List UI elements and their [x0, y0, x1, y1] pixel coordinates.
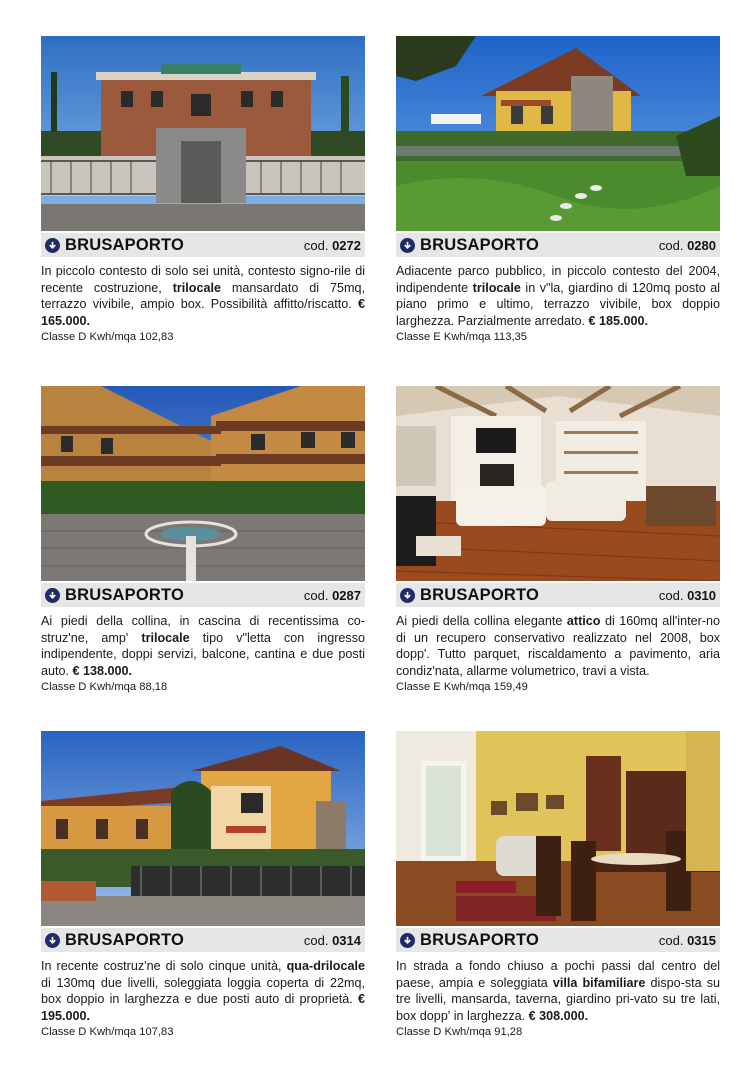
listing-code: cod. 0272: [303, 237, 361, 253]
town-name: BRUSAPORTO: [65, 585, 185, 604]
property-photo: [396, 731, 720, 926]
listing-card-0314[interactable]: [41, 731, 365, 1038]
energy-class: Classe D Kwh/mqa 91,28: [396, 1026, 523, 1038]
description-text: in v"la, giardino di 120mq posto al piano primo e ultimo, terrazzo vivibile, box doppio larghezza. Parzialmente arredato.: [396, 280, 721, 328]
highlight-text: € 185.000.: [588, 313, 649, 328]
description-text: tipo v"letta con ingresso indipendente, doppi servizi, balcone, cantina e due posti auto.: [41, 630, 365, 678]
property-photo: [41, 386, 365, 581]
description-text: dispo-sta su tre livelli, mansarda, taverna, giardino pri-vato su tre lati, box dopp' in larghezza.: [396, 975, 720, 1023]
photo-yellow-townhouse: [41, 731, 365, 926]
photo-courtyard-cascina: [41, 386, 365, 581]
energy-class: Classe E Kwh/mqa 113,35: [396, 331, 528, 343]
highlight-text: villa bifamiliare: [552, 975, 646, 990]
chevron-down-circle-icon: [400, 588, 415, 603]
property-photo: [41, 36, 365, 231]
town-name: BRUSAPORTO: [65, 235, 185, 254]
energy-class: Classe D Kwh/mqa 102,83: [41, 331, 174, 343]
description-text: Adiacente parco pubblico, in piccolo contesto del 2004, indipendente: [396, 264, 720, 295]
listing-title-bar: [41, 928, 365, 952]
listing-code: cod. 0314: [303, 932, 361, 948]
highlight-text: € 138.000.: [72, 663, 133, 678]
description-text: di 130mq due livelli, soleggiata loggia coperta di 22mq, box doppio in larghezza e due posti auto di proprietà.: [41, 975, 365, 1006]
description-text: In strada a fondo chiuso a pochi passi dal centro del paese, ampia e soleggiata: [396, 959, 720, 990]
highlight-text: € 195.000.: [41, 992, 365, 1023]
highlight-text: qua-drilocale: [286, 959, 365, 973]
town-name: BRUSAPORTO: [420, 235, 540, 254]
highlight-text: € 165.000.: [41, 297, 365, 328]
town-name: BRUSAPORTO: [420, 585, 540, 604]
listing-title-bar: [396, 928, 720, 952]
listing-card-0287[interactable]: [41, 386, 365, 693]
highlight-text: trilocale: [472, 280, 521, 295]
listing-description: [396, 613, 720, 679]
listing-title-bar: [41, 233, 365, 257]
town-name: BRUSAPORTO: [420, 930, 540, 949]
property-photo: [396, 36, 720, 231]
listing-card-0272[interactable]: [41, 36, 365, 343]
chevron-down-circle-icon: [400, 238, 415, 253]
description-text: Ai piedi della collina, in cascina di recentissima co-struz'ne, amp': [41, 614, 365, 645]
description-text: Ai piedi della collina elegante: [396, 614, 567, 628]
description-text: di 160mq all'inter-no di un recupero conservativo realizzato nel 2008, box dopp'. Tutto parquet, riscaldamento a pavimento, aria condiz'nata, allarme volumetrico, travi a vista.: [396, 614, 720, 678]
chevron-down-circle-icon: [400, 933, 415, 948]
photo-dining-room-villa: [396, 731, 720, 926]
listing-description: [41, 613, 365, 679]
town-name: BRUSAPORTO: [65, 930, 185, 949]
property-photo: [396, 386, 720, 581]
listing-code: cod. 0310: [658, 587, 716, 603]
photo-living-room-attic: [396, 386, 720, 581]
energy-class: Classe D Kwh/mqa 107,83: [41, 1026, 174, 1038]
listing-card-0315[interactable]: [396, 731, 720, 1038]
listing-description: [41, 263, 365, 329]
chevron-down-circle-icon: [45, 933, 60, 948]
listing-title-bar: [396, 233, 720, 257]
energy-class: Classe E Kwh/mqa 159,49: [396, 681, 528, 693]
listing-title-bar: [41, 583, 365, 607]
description-text: In piccolo contesto di solo sei unità, contesto signo-rile di recente costruzione,: [41, 264, 365, 295]
listing-description: [41, 958, 365, 1024]
property-photo: [41, 731, 365, 926]
highlight-text: trilocale: [172, 280, 221, 295]
description-text: mansardato di 75mq, terrazzo vivibile, ampio box. Possibilità affitto/riscatto.: [41, 280, 365, 311]
photo-house-with-garden: [396, 36, 720, 231]
listing-card-0280[interactable]: [396, 36, 720, 343]
chevron-down-circle-icon: [45, 588, 60, 603]
highlight-text: trilocale: [141, 630, 190, 645]
description-text: In recente costruz'ne di solo cinque unità,: [41, 959, 287, 973]
listing-description: [396, 958, 720, 1024]
listing-code: cod. 0315: [658, 932, 716, 948]
chevron-down-circle-icon: [45, 238, 60, 253]
highlight-text: attico: [566, 614, 601, 628]
highlight-text: € 308.000.: [528, 1008, 589, 1023]
photo-modern-brick-building: [41, 36, 365, 231]
energy-class: Classe D Kwh/mqa 88,18: [41, 681, 168, 693]
listing-code: cod. 0280: [658, 237, 716, 253]
listing-title-bar: [396, 583, 720, 607]
listing-card-0310[interactable]: [396, 386, 720, 693]
listing-code: cod. 0287: [303, 587, 361, 603]
listing-description: [396, 263, 720, 329]
